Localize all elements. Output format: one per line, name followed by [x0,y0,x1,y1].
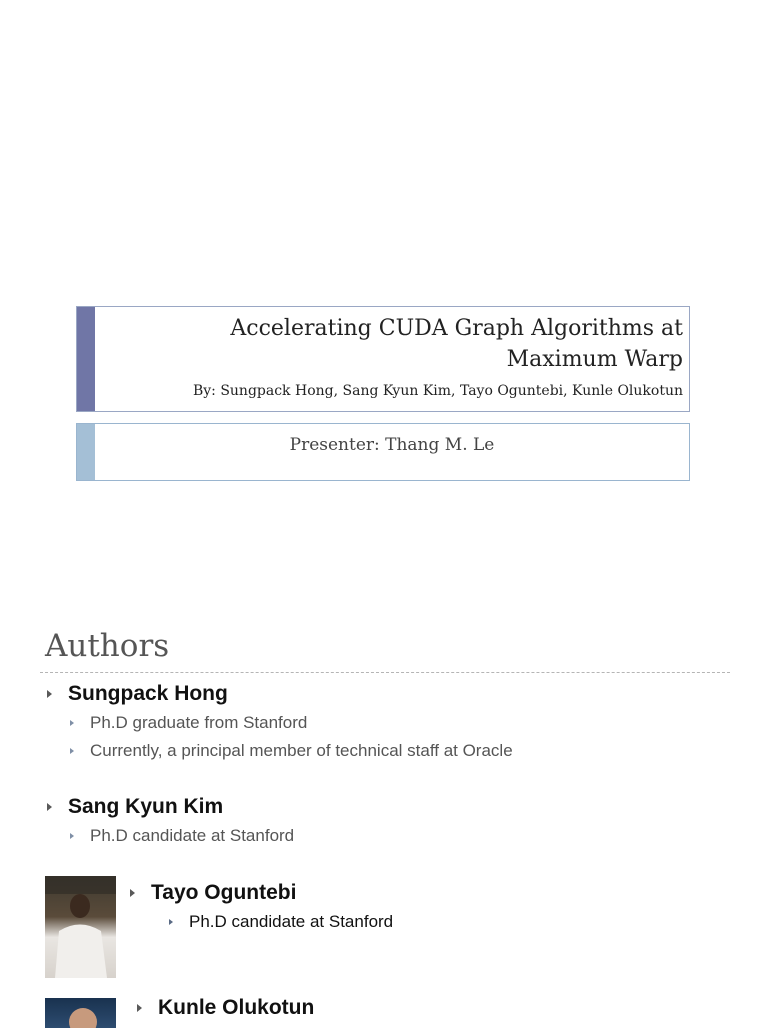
title-accent-bar [77,307,95,411]
author-byline: By: Sungpack Hong, Sang Kyun Kim, Tayo Oguntebi, Kunle Olukotun [192,383,683,399]
presenter-label: Presenter: Thang M. Le [289,435,495,455]
author-detail: Ph.D graduate from Stanford [70,713,307,733]
author-name: Tayo Oguntebi [130,881,296,905]
author-name: Sungpack Hong [47,682,228,706]
slide-title: Accelerating CUDA Graph Algorithms at Maximum Warp [230,316,683,372]
bullet-icon [47,803,52,811]
presenter-box [76,423,690,481]
author-name: Sang Kyun Kim [47,795,223,819]
bullet-icon [169,919,173,925]
author-detail: Currently, a principal member of technical staff at Oracle [70,741,513,761]
bullet-icon [70,748,74,754]
author-detail: Ph.D candidate at Stanford [169,912,393,932]
bullet-icon [130,889,135,897]
author-detail: Ph.D candidate at Stanford [70,826,294,846]
authors-slide [0,578,768,1024]
slide-heading: Authors [45,628,170,664]
bullet-icon [137,1004,142,1012]
author-name: Kunle Olukotun [137,996,314,1020]
author-photo [45,876,116,978]
title-box [76,306,690,412]
presenter-accent-bar [77,424,95,480]
bullet-icon [70,833,74,839]
heading-divider [40,672,730,673]
bullet-icon [70,720,74,726]
bullet-icon [47,690,52,698]
